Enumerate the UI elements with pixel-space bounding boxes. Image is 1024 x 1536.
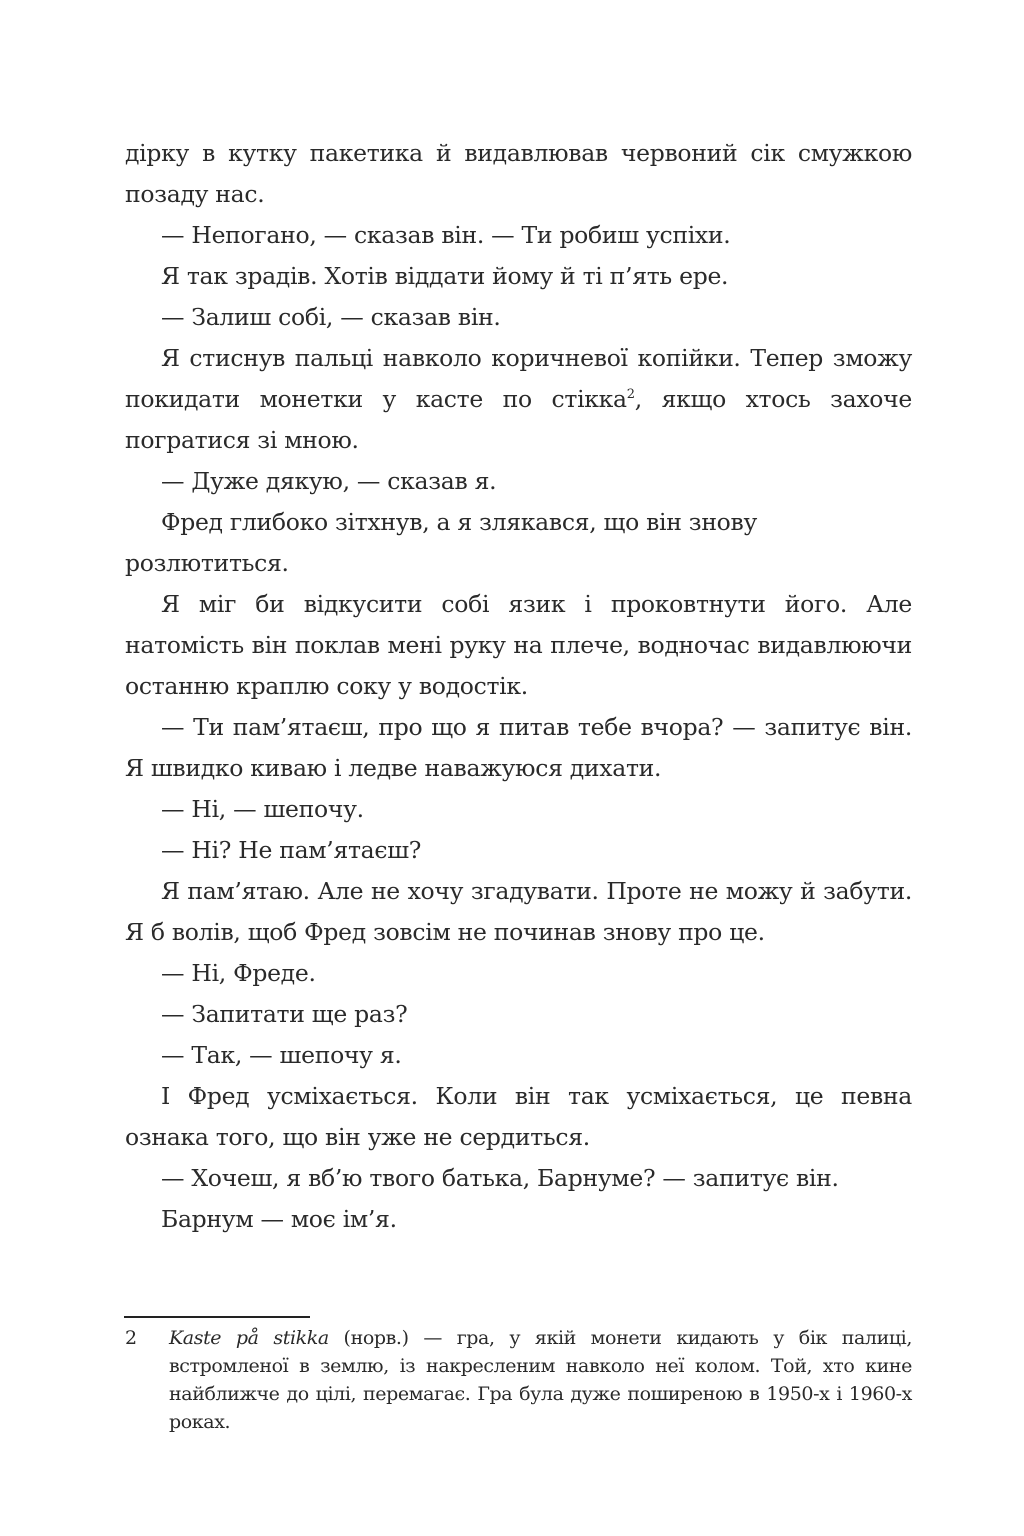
- paragraph: — Ти пам’ятаєш, про що я питав тебе вчора? — запитує він. Я швидко киваю і ледве наважуюся дихати.: [125, 713, 912, 782]
- paragraph: — Ні, — шепочу.: [161, 795, 364, 823]
- footnote-divider: [124, 1316, 310, 1318]
- paragraph: [125, 338, 912, 461]
- paragraph-text: Я стиснув пальці навколо коричневої копійки. Тепер зможу покидати монетки у касте по стікка: [125, 344, 912, 413]
- paragraph: — Хочеш, я вб’ю твого батька, Барнуме? — запитує він.: [161, 1164, 839, 1192]
- footnote-term: Kaste på stikka: [169, 1327, 329, 1349]
- footnote-text: [169, 1324, 912, 1436]
- paragraph: дірку в кутку пакетика й видавлював червоний сік смужкою позаду нас.: [125, 139, 912, 208]
- footnote: [125, 1324, 912, 1436]
- paragraph: Я міг би відкусити собі язик і проковтнути його. Але натомість він поклав мені руку на плече, водночас видавлюючи останню краплю соку у водостік.: [125, 590, 912, 700]
- footnote-body: (норв.) — гра, у якій монети кидають у бік палиці, встромленої в землю, із накресленим навколо неї колом. Той, хто кине найближче до цілі, перемагає. Гра була дуже поширеною в 1950-х і 1960-х роках.: [169, 1327, 912, 1433]
- paragraph: Барнум — моє ім’я.: [161, 1205, 397, 1233]
- main-text: [125, 133, 912, 1240]
- paragraph: — Непогано, — сказав він. — Ти робиш успіхи.: [161, 221, 731, 249]
- paragraph: — Ні? Не пам’ятаєш?: [161, 836, 422, 864]
- paragraph: Я пам’ятаю. Але не хочу згадувати. Проте не можу й забути. Я б волів, щоб Фред зовсім не починав знову про це.: [125, 877, 912, 946]
- paragraph: — Так, — шепочу я.: [161, 1041, 402, 1069]
- paragraph: — Ні, Фреде.: [161, 959, 316, 987]
- paragraph: Я так зрадів. Хотів віддати йому й ті п’ять ере.: [161, 262, 729, 290]
- paragraph-text: , якщо хтось захоче погратися зі мною.: [125, 385, 912, 454]
- paragraph: — Залиш собі, — сказав він.: [161, 303, 501, 331]
- paragraph: — Дуже дякую, — сказав я.: [161, 467, 497, 495]
- footnote-number: 2: [125, 1327, 137, 1349]
- paragraph: І Фред усміхається. Коли він так усміхається, це певна ознака того, що він уже не сердиться.: [125, 1082, 912, 1151]
- paragraph: — Запитати ще раз?: [161, 1000, 408, 1028]
- footnote-reference: 2: [626, 387, 635, 403]
- paragraph: Фред глибоко зітхнув, а я злякався, що він знову розлютиться.: [125, 508, 757, 577]
